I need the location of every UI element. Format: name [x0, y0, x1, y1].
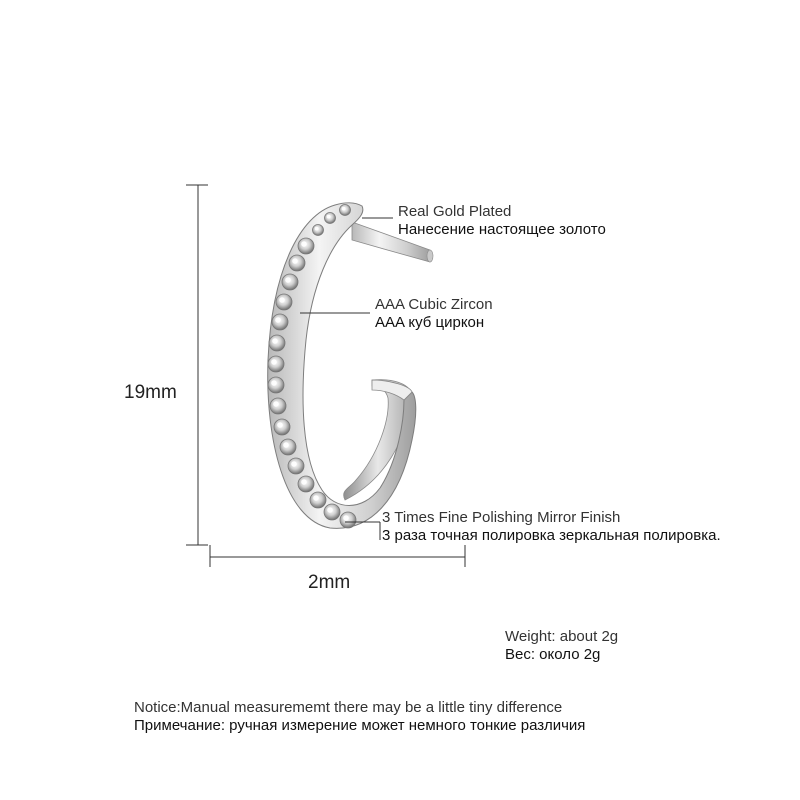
weight-en: Weight: about 2g [505, 628, 619, 645]
callout-zircon-ru: AAA куб циркон [375, 314, 485, 331]
zircon-highlight [277, 422, 283, 428]
zircon-stone [313, 225, 324, 236]
zircon-highlight [292, 258, 298, 264]
zircon-stone [269, 335, 285, 351]
zircon-highlight [273, 401, 279, 407]
callout-zircon [375, 296, 493, 332]
zircon-stone [276, 294, 292, 310]
zircon-stone [274, 419, 290, 435]
zircon-stone [324, 504, 340, 520]
zircon-highlight [279, 297, 285, 303]
zircon-stone [325, 213, 336, 224]
zircon-stone [268, 377, 284, 393]
zircon-highlight [315, 227, 319, 231]
width-label: 2mm [308, 572, 351, 593]
callout-gold-en: Real Gold Plated [398, 203, 512, 220]
zircon-highlight [271, 380, 277, 386]
zircon-stone [289, 255, 305, 271]
zircon-highlight [272, 338, 278, 344]
zircon-highlight [327, 215, 331, 219]
notice-en: Notice:Manual measurememt there may be a little tiny difference [134, 699, 563, 716]
callout-zircon-en: AAA Cubic Zircon [375, 296, 493, 313]
zircon-highlight [327, 507, 333, 513]
callout-polish-ru: 3 раза точная полировка зеркальная полировка. [382, 527, 721, 544]
zircon-highlight [275, 317, 281, 323]
zircon-highlight [285, 277, 291, 283]
zircon-highlight [301, 479, 307, 485]
callout-polish-en: 3 Times Fine Polishing Mirror Finish [382, 509, 621, 526]
zircon-highlight [342, 207, 346, 211]
zircon-stone [340, 512, 356, 528]
zircon-highlight [343, 515, 349, 521]
zircon-stone [270, 398, 286, 414]
width-dimension-line [210, 545, 465, 567]
zircon-stone [282, 274, 298, 290]
height-label: 19mm [124, 382, 177, 403]
zircon-highlight [271, 359, 277, 365]
zircon-stone [298, 238, 314, 254]
zircon-stone [298, 476, 314, 492]
zircon-stone [280, 439, 296, 455]
callout-polish [382, 509, 721, 545]
zircon-stone [268, 356, 284, 372]
zircon-highlight [301, 241, 307, 247]
zircon-stone [288, 458, 304, 474]
zircon-highlight [313, 495, 319, 501]
callout-gold-ru: Нанесение настоящее золото [398, 221, 606, 238]
notice-ru: Примечание: ручная измерение может немного тонкие различия [134, 717, 586, 734]
callout-gold [398, 203, 606, 239]
weight-ru: Вес: около 2g [505, 646, 601, 663]
zircon-highlight [283, 442, 289, 448]
zircon-stone [340, 205, 351, 216]
zircon-stone [272, 314, 288, 330]
weight-info [505, 628, 618, 664]
zircon-highlight [291, 461, 297, 467]
zircon-stone [310, 492, 326, 508]
height-dimension-line [186, 185, 208, 545]
notice [134, 699, 585, 735]
